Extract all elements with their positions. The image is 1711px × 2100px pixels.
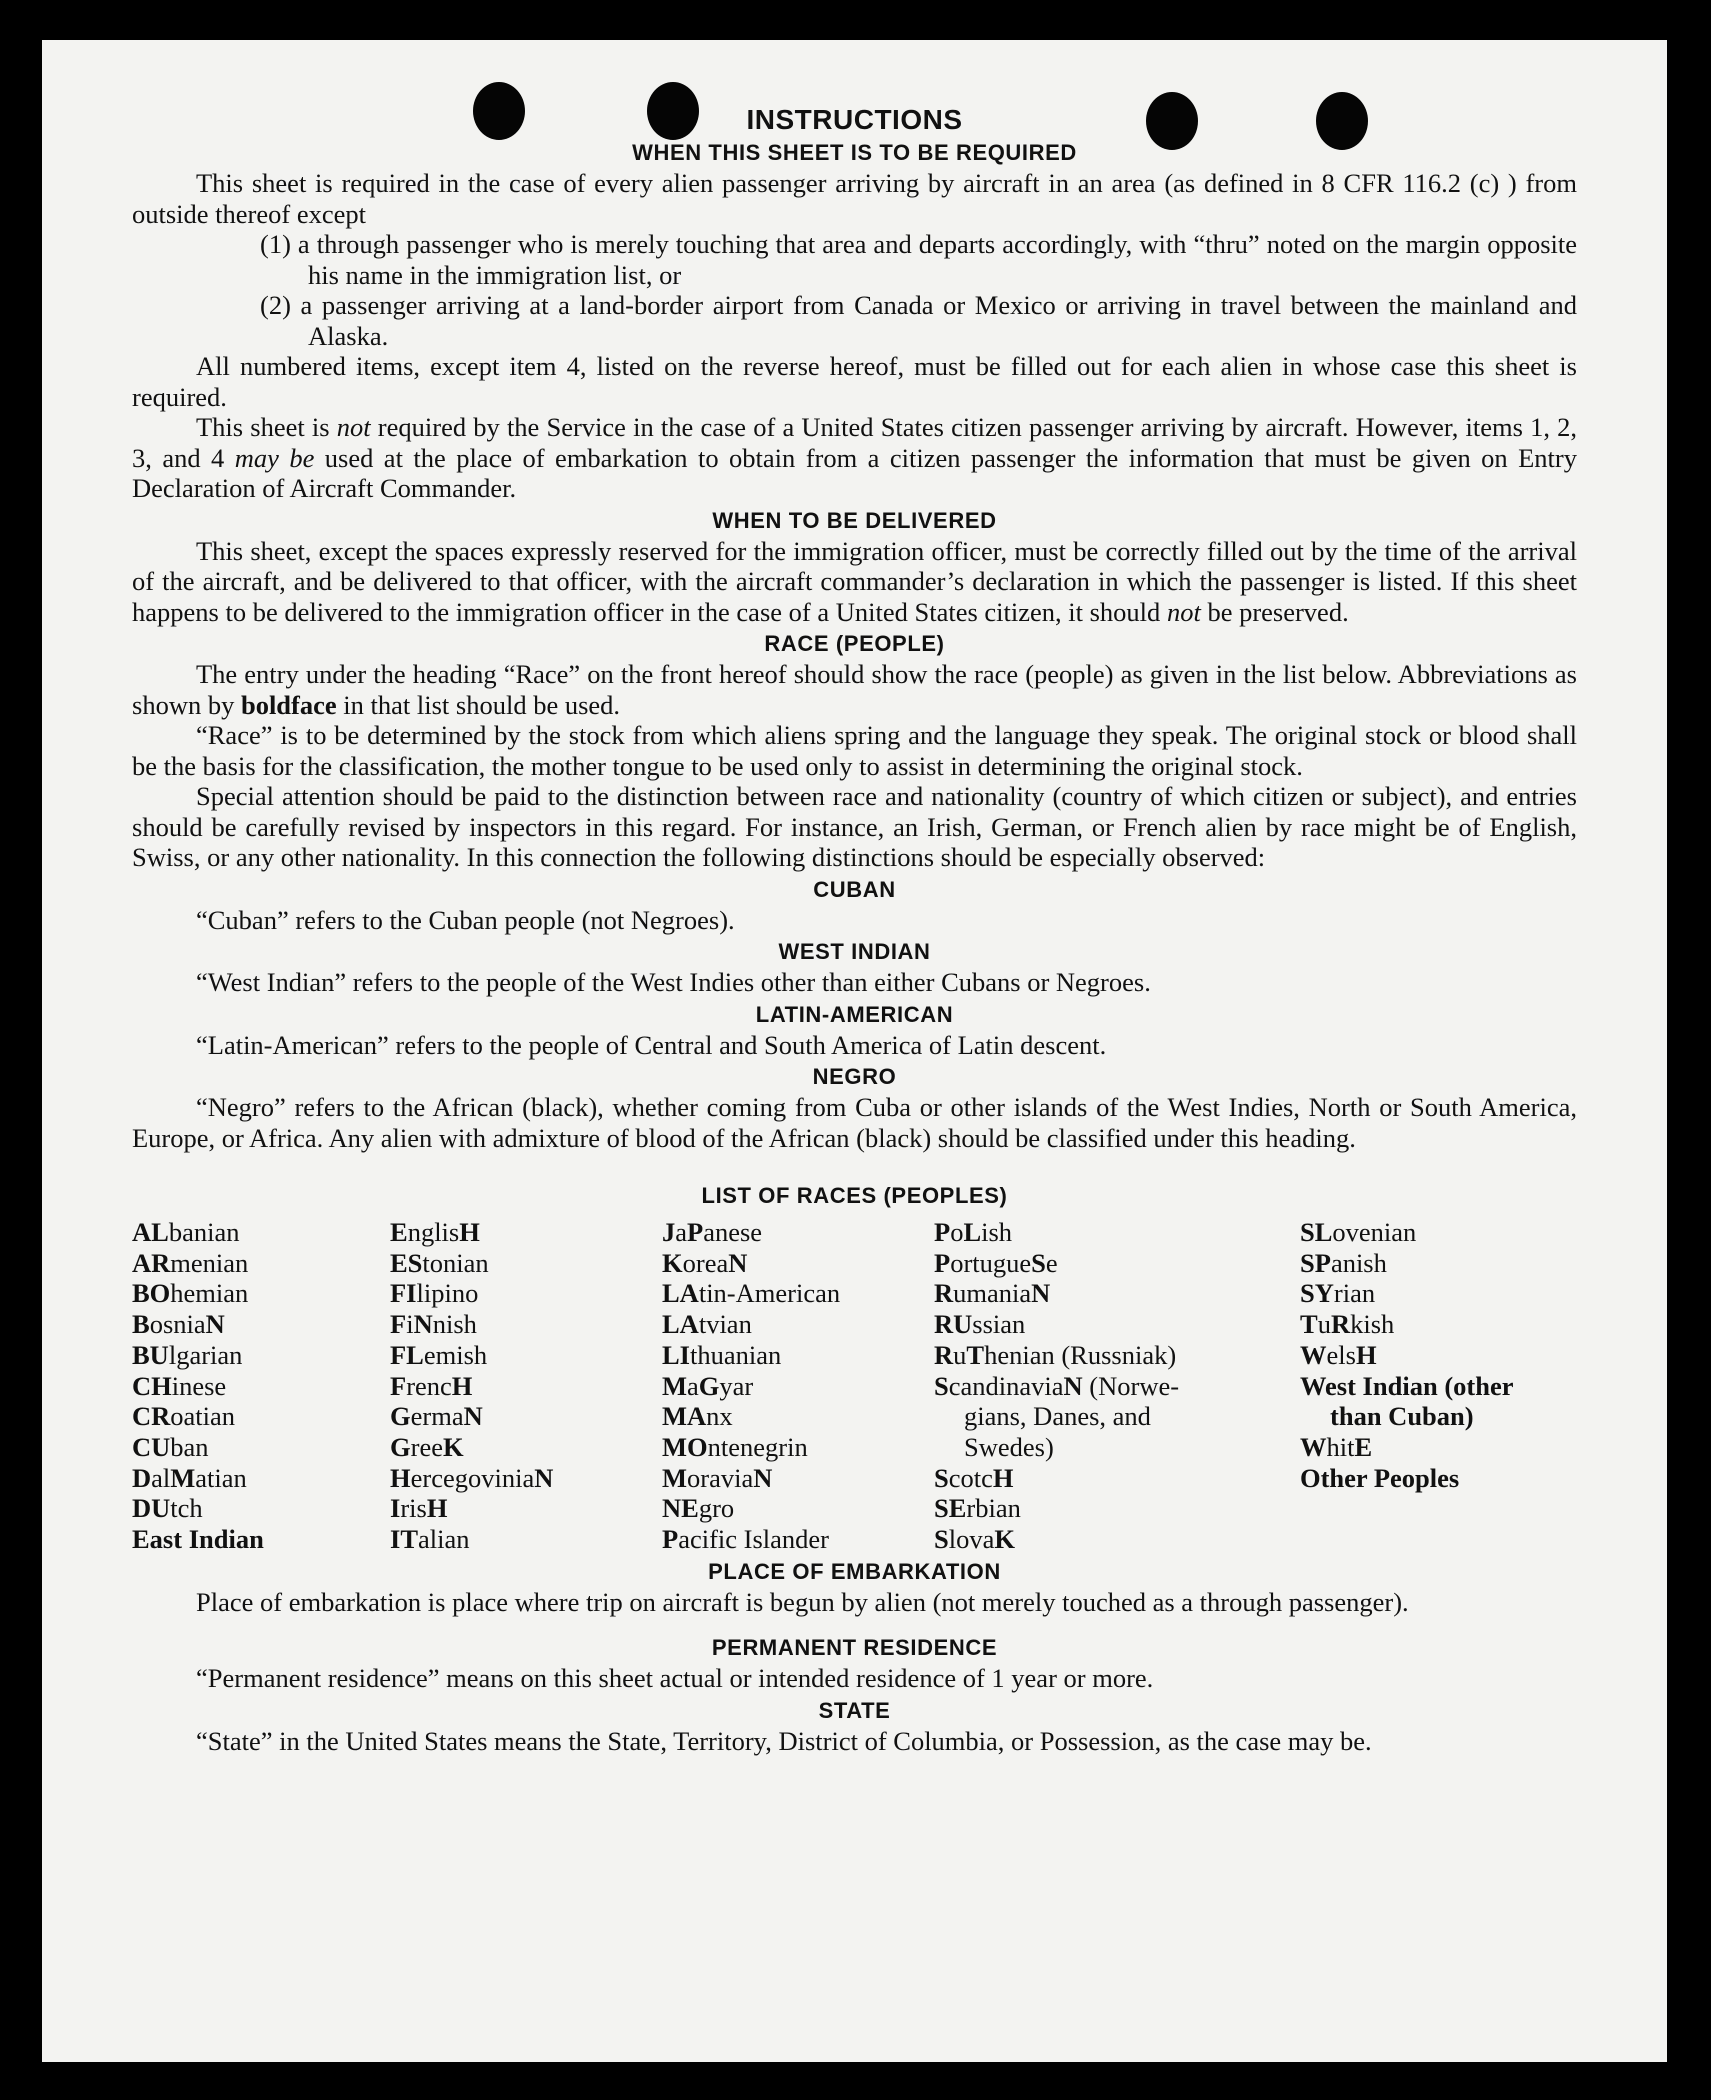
race-abbrev-part: DU — [132, 1493, 171, 1524]
emphasis-may-be: may be — [234, 442, 315, 473]
race-entry — [132, 1340, 390, 1371]
race-abbrev-part: LA — [662, 1278, 699, 1309]
race-para-1 — [132, 659, 1577, 720]
race-entry — [1300, 1401, 1577, 1432]
race-text-part: lova — [948, 1524, 995, 1555]
race-entry — [1300, 1371, 1577, 1402]
race-text-part: ortugue — [950, 1247, 1032, 1278]
race-text-part: lgarian — [168, 1339, 243, 1370]
exceptions-list — [260, 229, 1577, 351]
race-column — [390, 1217, 662, 1555]
race-text-part: nish — [432, 1309, 477, 1340]
race-entry — [662, 1524, 934, 1555]
race-text-part: ish — [981, 1217, 1013, 1247]
race-entry — [1300, 1340, 1577, 1371]
delivered-text — [132, 536, 1577, 628]
race-entry — [934, 1493, 1300, 1524]
text-run: in that list should be used. — [336, 689, 621, 720]
race-text-part: umania — [953, 1278, 1032, 1309]
race-abbrev-part: CH — [132, 1370, 172, 1401]
race-entry — [390, 1278, 662, 1309]
race-text-part: lipino — [416, 1278, 479, 1309]
race-text-part: ercegovinia — [410, 1462, 535, 1493]
race-abbrev-part: FI — [390, 1278, 417, 1309]
race-text-part: o — [950, 1217, 964, 1247]
race-text-part: e — [1045, 1247, 1058, 1278]
race-abbrev-part: P — [687, 1217, 704, 1247]
race-text-part: gro — [698, 1493, 735, 1524]
race-entry — [132, 1524, 390, 1555]
race-entry — [390, 1401, 662, 1432]
race-abbrev-part: P — [934, 1247, 951, 1278]
heading-west-indian: WEST INDIAN — [778, 939, 931, 964]
race-text-part: a — [675, 1217, 688, 1247]
race-abbrev-part: H — [1355, 1339, 1377, 1370]
race-abbrev-part: P — [662, 1524, 679, 1555]
race-text-part: ban — [170, 1431, 209, 1462]
race-entry — [934, 1524, 1300, 1555]
race-text-part: hemian — [170, 1278, 249, 1309]
required-para-3 — [132, 412, 1577, 504]
document-sheet — [42, 40, 1667, 2062]
race-abbrev-part: Other Peoples — [1300, 1462, 1460, 1493]
race-entry — [934, 1340, 1300, 1371]
race-abbrev-part: F — [390, 1309, 407, 1340]
race-text-part: nglis — [407, 1217, 460, 1247]
race-abbrev-part: J — [662, 1217, 676, 1247]
race-abbrev-part: RU — [934, 1309, 973, 1340]
heading-list-of-races: LIST OF RACES (PEOPLES) — [701, 1183, 1008, 1208]
race-abbrev-part: R — [1330, 1309, 1351, 1340]
heading-place-of-embarkation: PLACE OF EMBARKATION — [708, 1558, 1001, 1584]
race-text-part: cotc — [948, 1462, 993, 1493]
race-entry — [662, 1371, 934, 1402]
race-text-part: inese — [171, 1370, 227, 1401]
race-entry — [390, 1309, 662, 1340]
race-text-part: tonian — [422, 1247, 489, 1278]
required-intro: This sheet is required in the case of every alien passenger arriving by aircraft in an area (as defined in 8 CFR 116.2 (c) ) from outside thereof except — [132, 168, 1577, 229]
race-text-part: a — [687, 1370, 699, 1401]
race-entry — [662, 1432, 934, 1463]
state-text: “State” in the United States means the State, Territory, District of Columbia, or Possession, as the case may be. — [196, 1725, 1372, 1756]
race-entry — [934, 1371, 1300, 1402]
heading-negro: NEGRO — [812, 1064, 897, 1089]
race-abbrev-part: AL — [132, 1217, 169, 1247]
race-entry — [934, 1248, 1300, 1279]
race-text-part: tin-American — [698, 1278, 841, 1309]
race-abbrev-part: F — [390, 1370, 407, 1401]
race-abbrev-part: E — [1354, 1431, 1373, 1462]
race-abbrev-part: BU — [132, 1339, 169, 1370]
race-entry — [1300, 1309, 1577, 1340]
race-abbrev-part: S — [934, 1524, 949, 1555]
heading-permanent-residence: PERMANENT RESIDENCE — [711, 1635, 998, 1661]
race-para-3: Special attention should be paid to the distinction between race and nationality (country of which citizen or subject), and entries should be carefully revised by inspectors in this regard. For instance, an Irish, German, or French alien by race might be of English, Swiss, or any other nationality. In this connection the following distinctions should be especially observed: — [132, 781, 1577, 872]
race-abbrev-part: N — [205, 1309, 225, 1340]
race-entry — [662, 1309, 934, 1340]
race-abbrev-part: T — [1300, 1309, 1318, 1340]
heading-latin-american: LATIN-AMERICAN — [755, 1001, 954, 1027]
race-column — [934, 1217, 1300, 1555]
race-entry — [1300, 1217, 1577, 1248]
heading-when-delivered: WHEN TO BE DELIVERED — [712, 507, 997, 533]
race-entry — [132, 1278, 390, 1309]
text-run: This sheet, except the spaces expressly reserved for the immigration officer, must be correctly filled out by the time of the arrival of the aircraft, and be delivered to that officer, with the aircraft commander’s declaration in which the passenger is listed. If this sheet happens to be delivered to the immigration officer in the case of a United States citizen, it should — [132, 535, 1577, 627]
race-text-part: thuanian — [690, 1339, 782, 1370]
race-abbrev-part: IT — [390, 1524, 418, 1555]
race-entry — [132, 1493, 390, 1524]
race-entry — [132, 1432, 390, 1463]
race-abbrev-part: S — [934, 1370, 949, 1401]
west-indian-text: “West Indian” refers to the people of the West Indies other than either Cubans or Negroes. — [196, 967, 1151, 997]
race-abbrev-part: BO — [132, 1278, 171, 1309]
exception-item: (1) a through passenger who is merely touching that area and departs accordingly, with “thru” noted on the margin opposite his name in the immigration list, or — [260, 229, 1577, 290]
race-entry — [934, 1432, 1300, 1463]
race-text-part: i — [406, 1309, 414, 1340]
race-text-part: anese — [703, 1217, 763, 1247]
race-entry — [132, 1248, 390, 1279]
race-text-part: nx — [706, 1401, 733, 1432]
race-text-part: ovenian — [1332, 1217, 1417, 1247]
race-text-part: u — [953, 1339, 967, 1370]
race-abbrev-part: MO — [662, 1431, 708, 1462]
race-text-part: anish — [1330, 1247, 1387, 1278]
race-text-part: acific Islander — [678, 1524, 829, 1555]
race-abbrev-part: West Indian (other — [1300, 1370, 1514, 1401]
race-entry — [132, 1309, 390, 1340]
race-abbrev-part: P — [934, 1217, 951, 1247]
race-abbrev-part: K — [662, 1247, 683, 1278]
race-abbrev-part: W — [1300, 1339, 1327, 1370]
text-run: required by the Service in the case of a United States citizen passenger arriving by aircraft. However, items 1, 2, 3, and 4 — [132, 412, 1577, 473]
race-text-part: ntenegrin — [707, 1431, 808, 1462]
race-entry — [662, 1248, 934, 1279]
race-text-part: yar — [719, 1370, 754, 1401]
race-text-part: hit — [1326, 1431, 1355, 1462]
race-entry — [662, 1401, 934, 1432]
race-text-part: erma — [410, 1401, 464, 1432]
race-entry — [934, 1309, 1300, 1340]
race-abbrev-part: N — [1063, 1370, 1083, 1401]
race-entry — [132, 1371, 390, 1402]
race-entry — [1300, 1278, 1577, 1309]
exception-item: (2) a passenger arriving at a land-border airport from Canada or Mexico or arriving in travel between the mainland and Alaska. — [260, 290, 1577, 351]
emphasis-not: not — [336, 412, 371, 442]
race-abbrev-part: K — [994, 1524, 1015, 1555]
race-text-part: Swedes) — [964, 1431, 1054, 1462]
race-text-part: banian — [168, 1217, 240, 1247]
required-para-2: All numbered items, except item 4, listed on the reverse hereof, must be filled out for each alien in whose case this sheet is required. — [132, 351, 1577, 412]
race-text-part: henian (Russniak) — [984, 1339, 1177, 1370]
race-abbrev-part: M — [170, 1462, 196, 1493]
races-list — [132, 1217, 1577, 1555]
race-text-part: kish — [1350, 1309, 1395, 1340]
text-run: This sheet is — [196, 412, 337, 442]
race-text-part: al — [151, 1462, 171, 1493]
race-abbrev-part: R — [934, 1339, 954, 1370]
emphasis-not: not — [1166, 596, 1201, 627]
race-abbrev-part: SL — [1300, 1217, 1333, 1247]
heading-state: STATE — [818, 1697, 891, 1723]
race-text-part: rbian — [966, 1493, 1021, 1524]
race-abbrev-part: D — [132, 1462, 152, 1493]
race-abbrev-part: NE — [662, 1493, 699, 1524]
race-text-part: ris — [400, 1493, 427, 1524]
race-text-part: alian — [418, 1524, 470, 1555]
instructions-content — [132, 104, 1577, 1756]
race-text-part: candinavia — [948, 1370, 1064, 1401]
race-abbrev-part: CR — [132, 1401, 171, 1432]
race-text-part: emish — [423, 1339, 488, 1370]
race-abbrev-part: East Indian — [132, 1524, 264, 1555]
race-abbrev-part: T — [966, 1339, 985, 1370]
race-abbrev-part: SP — [1300, 1247, 1331, 1278]
race-abbrev-part: AR — [132, 1247, 171, 1278]
boldface-word: boldface — [240, 689, 337, 720]
race-abbrev-part: S — [934, 1462, 949, 1493]
race-entry — [390, 1493, 662, 1524]
race-abbrev-part: H — [992, 1462, 1014, 1493]
latin-american-text: “Latin-American” refers to the people of Central and South America of Latin descent. — [196, 1029, 1107, 1060]
race-abbrev-part: K — [442, 1431, 464, 1462]
race-abbrev-part: FL — [390, 1339, 424, 1370]
race-text-part: atian — [195, 1462, 247, 1493]
residence-text: “Permanent residence” means on this sheet actual or intended residence of 1 year or more. — [196, 1663, 1154, 1694]
race-entry — [390, 1371, 662, 1402]
race-text-part: orea — [682, 1247, 729, 1278]
race-abbrev-part: N — [463, 1401, 483, 1432]
race-abbrev-part: SE — [934, 1493, 967, 1524]
race-abbrev-part: than Cuban) — [1330, 1401, 1474, 1432]
race-entry — [132, 1217, 390, 1248]
race-text-part: menian — [170, 1247, 249, 1278]
embarkation-text: Place of embarkation is place where trip on aircraft is begun by alien (not merely touched as a through passenger). — [196, 1586, 1409, 1617]
race-abbrev-part: S — [1031, 1247, 1046, 1278]
race-entry — [934, 1401, 1300, 1432]
race-abbrev-part: H — [459, 1217, 480, 1247]
race-abbrev-part: M — [662, 1462, 688, 1493]
race-entry — [1300, 1432, 1577, 1463]
race-text-part: gians, Danes, and — [964, 1401, 1151, 1432]
race-abbrev-part: N — [753, 1462, 773, 1493]
race-entry — [390, 1340, 662, 1371]
race-text-part: tvian — [698, 1309, 752, 1340]
race-abbrev-part: L — [963, 1217, 982, 1247]
race-abbrev-part: H — [390, 1462, 411, 1493]
race-abbrev-part: MA — [662, 1401, 707, 1432]
cuban-text: “Cuban” refers to the Cuban people (not Negroes). — [196, 904, 735, 935]
race-abbrev-part: SY — [1300, 1278, 1334, 1309]
race-column — [132, 1217, 390, 1555]
heading-when-required: WHEN THIS SHEET IS TO BE REQUIRED — [632, 140, 1077, 165]
race-entry — [662, 1217, 934, 1248]
race-abbrev-part: I — [390, 1493, 401, 1524]
page-title: INSTRUCTIONS — [746, 104, 963, 135]
race-entry — [132, 1463, 390, 1494]
race-text-part: els — [1326, 1339, 1356, 1370]
race-abbrev-part: G — [390, 1431, 411, 1462]
race-entry — [390, 1248, 662, 1279]
race-text-part: tch — [170, 1493, 203, 1524]
race-entry — [390, 1432, 662, 1463]
race-abbrev-part: G — [390, 1401, 411, 1432]
race-entry — [390, 1463, 662, 1494]
race-abbrev-part: CU — [132, 1431, 171, 1462]
race-abbrev-part: N — [728, 1247, 748, 1278]
race-entry — [390, 1217, 662, 1248]
race-entry — [662, 1340, 934, 1371]
race-abbrev-part: H — [426, 1493, 448, 1524]
race-abbrev-part: H — [451, 1370, 473, 1401]
race-entry — [934, 1463, 1300, 1494]
race-abbrev-part: B — [132, 1309, 150, 1340]
race-entry — [132, 1401, 390, 1432]
race-abbrev-part: R — [934, 1278, 954, 1309]
race-abbrev-part: LA — [662, 1309, 699, 1340]
heading-cuban: CUBAN — [813, 876, 896, 902]
race-abbrev-part: M — [662, 1370, 688, 1401]
race-abbrev-part: LI — [662, 1339, 690, 1370]
race-abbrev-part: G — [698, 1370, 720, 1401]
race-column — [662, 1217, 934, 1555]
negro-text: “Negro” refers to the African (black), whether coming from Cuba or other islands of the West Indies, North or South America, Europe, or Africa. Any alien with admixture of blood of the African (black) should be classified under this heading. — [132, 1092, 1577, 1153]
race-text-part: osnia — [149, 1309, 206, 1340]
race-text-part: renc — [406, 1370, 452, 1401]
race-text-part: u — [1317, 1309, 1331, 1340]
race-entry — [934, 1278, 1300, 1309]
race-text-part: ree — [410, 1431, 443, 1462]
race-entry — [1300, 1248, 1577, 1279]
text-run: be preserved. — [1200, 596, 1349, 627]
race-column — [1300, 1217, 1577, 1555]
text-run: used at the place of embarkation to obtain from a citizen passenger the information that must be given on Entry Declaration of Aircraft Commander. — [132, 442, 1577, 503]
race-abbrev-part: W — [1300, 1431, 1327, 1462]
race-abbrev-part: E — [390, 1217, 408, 1247]
race-entry — [390, 1524, 662, 1555]
race-text-part: (Norwe- — [1082, 1370, 1180, 1401]
race-abbrev-part: N — [534, 1462, 554, 1493]
race-abbrev-part: N — [413, 1309, 433, 1340]
race-text-part: rian — [1333, 1278, 1376, 1309]
race-text-part: oravia — [687, 1462, 754, 1493]
race-entry — [1300, 1463, 1577, 1494]
race-abbrev-part: N — [1031, 1278, 1051, 1309]
race-abbrev-part: ES — [390, 1247, 423, 1278]
race-entry — [662, 1493, 934, 1524]
text-run: The entry under the heading “Race” on the front hereof should show the race (people) as given in the list below. Abbreviations as shown by — [132, 659, 1577, 720]
heading-race: RACE (PEOPLE) — [764, 631, 945, 656]
race-text-part: oatian — [170, 1401, 236, 1432]
race-entry — [662, 1463, 934, 1494]
race-text-part: ssian — [972, 1309, 1026, 1340]
race-entry — [934, 1217, 1300, 1248]
race-entry — [662, 1278, 934, 1309]
race-para-2: “Race” is to be determined by the stock from which aliens spring and the language they speak. The original stock or blood shall be the basis for the classification, the mother tongue to be used only to assist in determining the original stock. — [132, 720, 1577, 781]
